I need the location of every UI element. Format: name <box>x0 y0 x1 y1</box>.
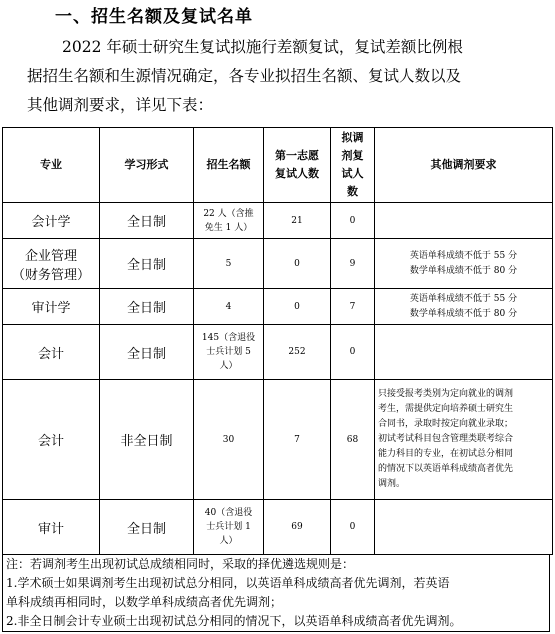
cell-line: 英语单科成绩不低于 55 分 <box>409 250 518 261</box>
cell-mode: 全日制 <box>100 289 194 325</box>
cell-major <box>3 289 100 325</box>
cell-quota <box>194 500 264 555</box>
cell-first: 69 <box>264 500 331 555</box>
notes-box <box>2 555 550 632</box>
cell-other <box>375 500 553 555</box>
cell-mode: 非全日制 <box>100 380 194 500</box>
cell-other <box>375 203 553 239</box>
header-adjust-line: 试人 <box>341 167 364 180</box>
cell-line: 只接受报考类别为定向就业的调剂 <box>378 389 514 399</box>
cell-mode: 全日制 <box>100 203 194 239</box>
cell-line: 免生 1 人） <box>204 222 253 233</box>
cell-line: 30 <box>222 434 235 445</box>
cell-line: 士兵计划 5 <box>206 347 251 357</box>
cell-mode: 全日制 <box>100 325 194 380</box>
cell-line: 会计 <box>37 346 64 362</box>
cell-line: 人） <box>219 536 238 546</box>
cell-line: 考生，需提供定向培养硕士研究生 <box>378 404 514 414</box>
cell-line: 40（含退役 <box>204 508 253 518</box>
cell-adjust: 0 <box>331 325 375 380</box>
cell-line: 数学单科成绩不低于 80 分 <box>409 308 518 319</box>
cell-adjust: 0 <box>331 203 375 239</box>
cell-mode: 全日制 <box>100 500 194 555</box>
cell-adjust: 0 <box>331 500 375 555</box>
cell-major <box>3 239 100 289</box>
cell-major <box>3 203 100 239</box>
note-line: 单科成绩再相同时，以数学单科成绩高者优先调剂； <box>6 595 283 609</box>
cell-major <box>3 380 100 500</box>
cell-line: 145（含退役 <box>201 333 256 343</box>
cell-adjust: 68 <box>331 380 375 500</box>
header-major: 专业 <box>3 128 100 203</box>
cell-line: 4 <box>225 301 232 312</box>
header-first-choice-line: 复试人数 <box>275 167 319 180</box>
cell-first: 21 <box>264 203 331 239</box>
cell-line: 审计学 <box>31 301 71 316</box>
cell-other <box>375 289 553 325</box>
cell-other <box>375 325 553 380</box>
table-row <box>3 289 553 325</box>
header-adjust-line: 拟调 <box>341 131 364 144</box>
cell-first: 252 <box>264 325 331 380</box>
table-row <box>3 325 553 380</box>
cell-first: 0 <box>264 289 331 325</box>
cell-line: 士兵计划 1 <box>206 522 251 532</box>
cell-line: 的情况下以英语单科成绩高者优先 <box>378 464 514 474</box>
cell-line: 合同书，录取时按定向就业录取； <box>378 419 514 429</box>
cell-line: 22 人（含推 <box>203 208 254 219</box>
header-first-choice-line: 第一志愿 <box>275 149 319 162</box>
cell-line: 5 <box>225 258 232 269</box>
cell-line: 英语单科成绩不低于 55 分 <box>409 293 518 304</box>
table-row <box>3 380 553 500</box>
intro-line-1: 2022 年硕士研究生复试拟施行差额复试，复试差额比例根 <box>62 38 463 56</box>
note-line: 注：若调剂考生出现初试总成绩相同时，采取的择优遴选规则是： <box>6 557 355 571</box>
header-quota: 招生名额 <box>194 128 264 203</box>
intro-line-3: 其他调剂要求，详见下表： <box>27 96 214 114</box>
cell-adjust: 7 <box>331 289 375 325</box>
cell-quota <box>194 239 264 289</box>
cell-quota <box>194 289 264 325</box>
cell-line: （财务管理） <box>11 267 90 283</box>
cell-line: 会计 <box>37 434 64 449</box>
header-first-choice <box>264 128 331 203</box>
cell-line: 数学单科成绩不低于 80 分 <box>409 265 518 276</box>
cell-first: 7 <box>264 380 331 500</box>
table-row <box>3 500 553 555</box>
header-adjust <box>331 128 375 203</box>
header-mode: 学习形式 <box>100 128 194 203</box>
intro-line-2: 据招生名额和生源情况确定，各专业拟招生名额、复试人数以及 <box>27 67 462 85</box>
note-line: 1.学术硕士如果调剂考生出现初试总分相同，以英语单科成绩高者优先调剂，若英语 <box>6 576 450 590</box>
cell-major <box>3 325 100 380</box>
cell-line: 审计 <box>37 521 64 537</box>
table-row <box>3 239 553 289</box>
header-adjust-line: 数 <box>347 185 358 198</box>
table-row <box>3 203 553 239</box>
header-other: 其他调剂要求 <box>375 128 553 203</box>
cell-mode: 全日制 <box>100 239 194 289</box>
cell-line: 会计学 <box>31 215 71 230</box>
admission-table <box>2 127 553 555</box>
cell-first: 0 <box>264 239 331 289</box>
cell-major <box>3 500 100 555</box>
cell-quota <box>194 380 264 500</box>
table-header-row <box>3 128 553 203</box>
cell-line: 人） <box>219 361 238 371</box>
section-heading: 一、招生名额及复试名单 <box>55 7 253 27</box>
cell-line: 调剂。 <box>378 479 406 489</box>
cell-quota <box>194 325 264 380</box>
header-adjust-line: 剂复 <box>341 149 364 162</box>
cell-quota <box>194 203 264 239</box>
note-line: 2.非全日制会计专业硕士出现初试总分相同的情况下，以英语单科成绩高者优先调剂。 <box>6 614 462 628</box>
cell-line: 企业管理 <box>24 248 77 264</box>
cell-adjust: 9 <box>331 239 375 289</box>
cell-line: 能力科目的专业，在初试总分相同 <box>378 449 514 459</box>
cell-line: 初试考试科目包含管理类联考综合 <box>378 434 514 444</box>
cell-other <box>375 239 553 289</box>
cell-other <box>375 380 553 500</box>
